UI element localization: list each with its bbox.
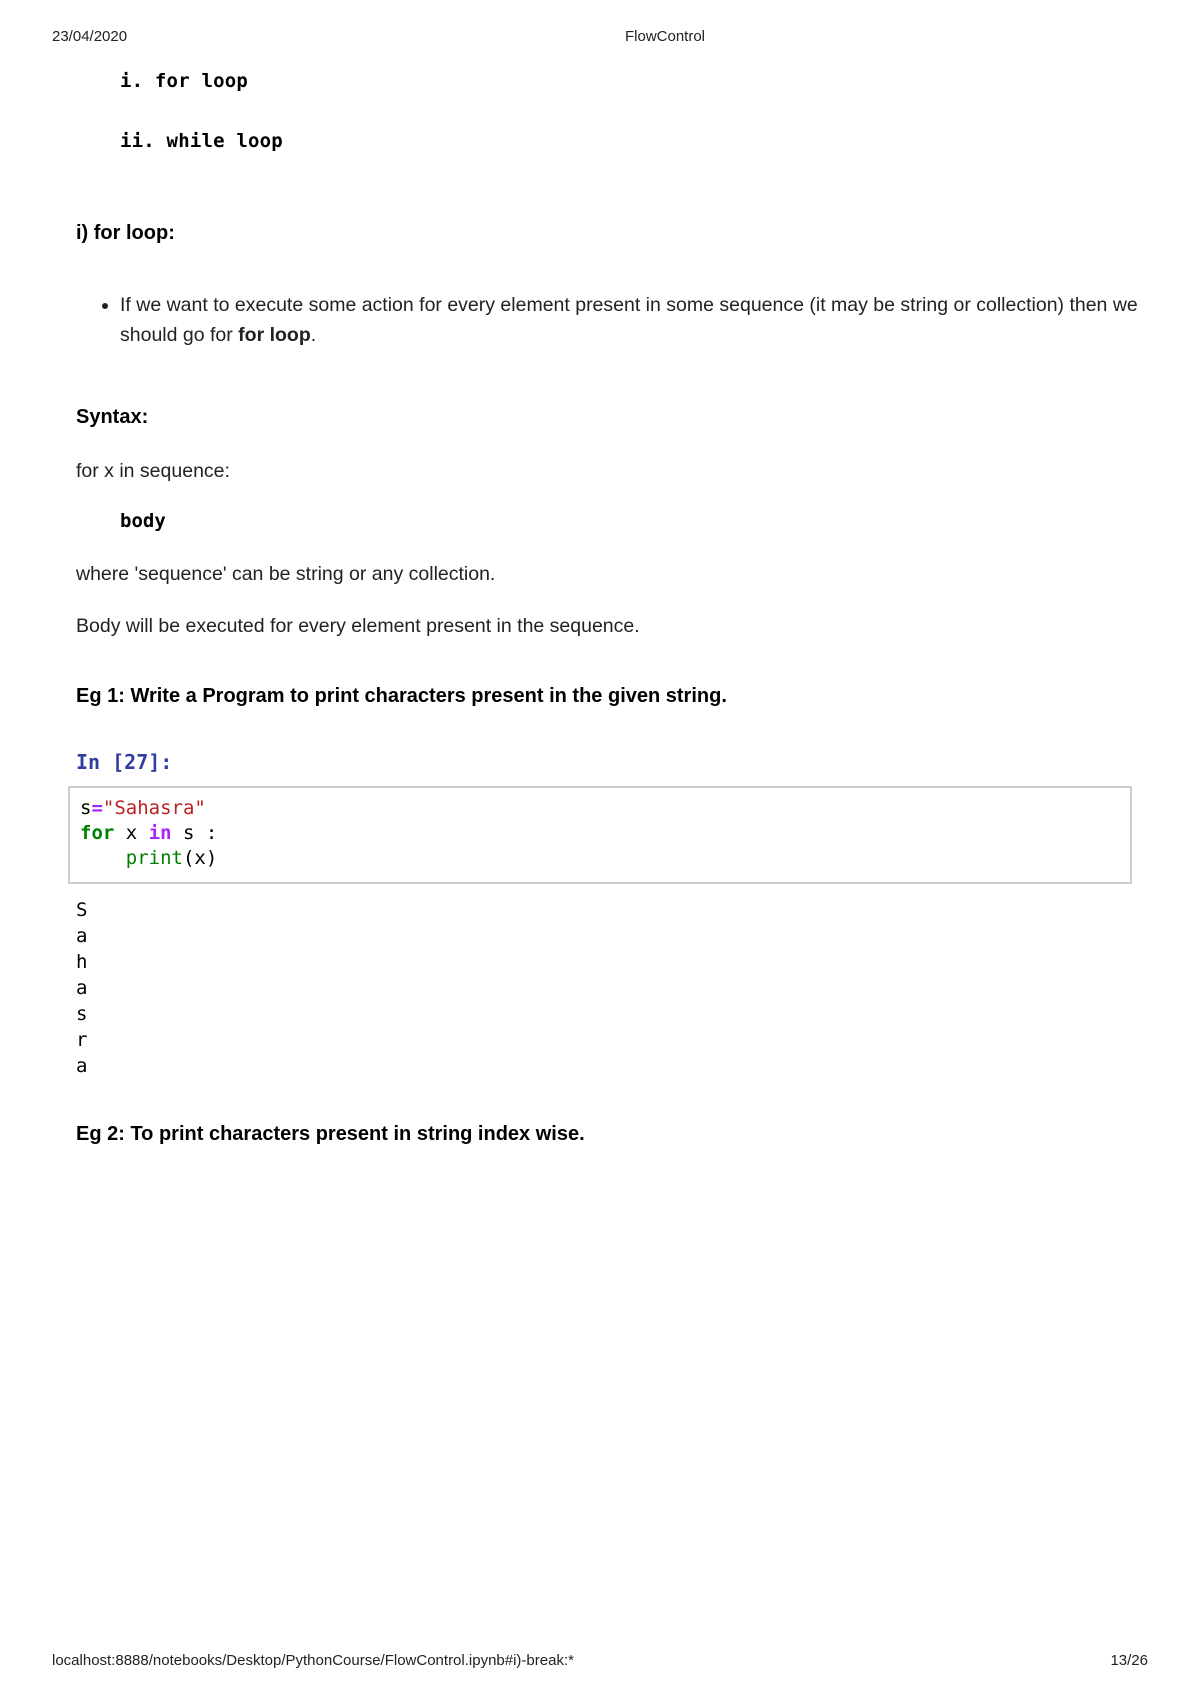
code-line-1 <box>80 796 1120 821</box>
syntax-heading: Syntax: <box>76 406 149 428</box>
bullet-list <box>76 290 1140 350</box>
bullet-text: If we want to execute some action for every element present in some sequence (it may be string or collection) then we should go for <box>120 294 1138 346</box>
output-line: a <box>76 1055 88 1077</box>
output-line: a <box>76 977 88 999</box>
note-sequence: where 'sequence' can be string or any collection. <box>76 563 496 585</box>
code-line-3 <box>80 846 1120 871</box>
print-date: 23/04/2020 <box>52 28 128 45</box>
code-var: s <box>80 797 92 819</box>
bullet-bold: for loop <box>238 324 311 346</box>
list-item <box>120 290 1140 350</box>
syntax-body: body <box>120 510 166 532</box>
code-builtin-print: print <box>125 847 183 869</box>
eg2-heading: Eg 2: To print characters present in string index wise. <box>76 1123 585 1145</box>
code-keyword-for: for <box>80 822 115 844</box>
code-args: (x) <box>182 847 218 869</box>
cell-prompt: In [27]: <box>76 750 173 774</box>
code-op: = <box>91 797 103 819</box>
loop-type-for: i. for loop <box>120 70 249 92</box>
page-number: 13/26 <box>1110 1652 1148 1669</box>
code-string: "Sahasra" <box>102 797 206 819</box>
code-indent <box>80 847 126 869</box>
output-line: r <box>76 1029 88 1051</box>
output-line: a <box>76 925 88 947</box>
output-line: s <box>76 1003 88 1025</box>
code-line-2 <box>80 821 1120 846</box>
print-url: localhost:8888/notebooks/Desktop/PythonCourse/FlowControl.ipynb#i)-break:* <box>52 1652 574 1669</box>
code-cell[interactable] <box>68 786 1132 884</box>
section-heading: i) for loop: <box>76 222 175 244</box>
output-line: S <box>76 899 88 921</box>
code-loop-var: x <box>114 822 149 844</box>
print-title: FlowControl <box>624 28 706 45</box>
code-loop-rest: s : <box>171 822 218 844</box>
loop-type-while: ii. while loop <box>120 130 283 152</box>
output-line: h <box>76 951 88 973</box>
syntax-line: for x in sequence: <box>76 460 230 482</box>
note-body: Body will be executed for every element present in the sequence. <box>76 615 640 637</box>
cell-output <box>76 897 87 1079</box>
eg1-heading: Eg 1: Write a Program to print characters present in the given string. <box>76 685 727 707</box>
bullet-end: . <box>310 324 317 346</box>
code-keyword-in: in <box>148 822 172 844</box>
